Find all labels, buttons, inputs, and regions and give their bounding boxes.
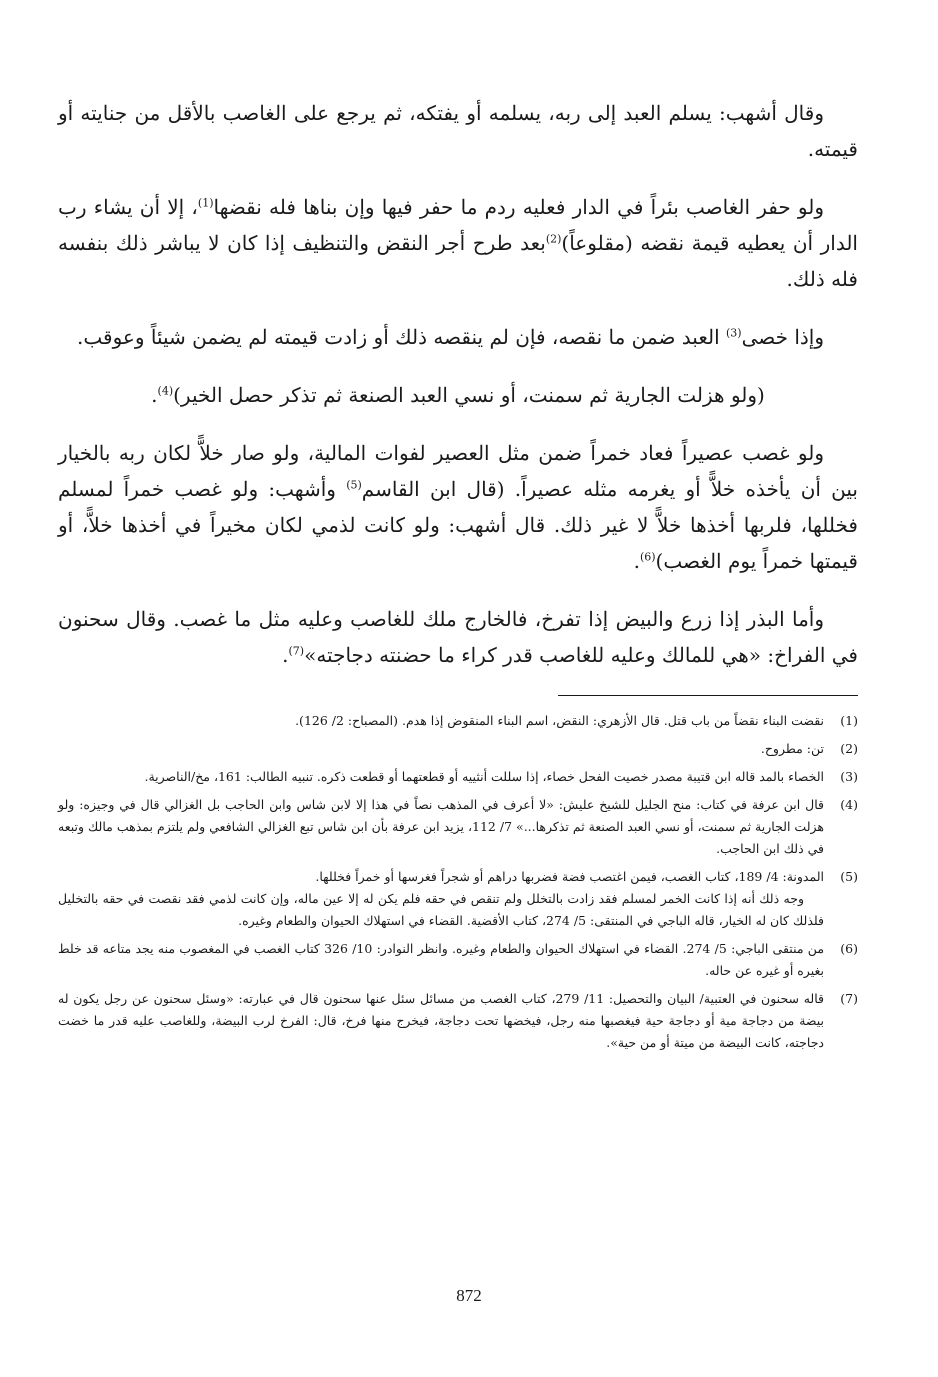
footnote-text <box>58 794 824 860</box>
paragraph-text: ، إلا أن يشاء رب الدار أن يعطيه قيمة نقضه (مقلوعاً) <box>58 195 858 255</box>
footnote-ref: (6) <box>639 550 656 564</box>
footnote-number: (2) <box>840 741 858 756</box>
footnote <box>58 710 858 732</box>
paragraph-text: . <box>633 549 640 573</box>
footnote-number: (1) <box>840 713 858 728</box>
paragraph-text: ولو غصب عصيراً فعاد خمراً ضمن مثل العصير لفوات المالية، ولو صار خلاًّ لكان ربه بالخيار بين أن يأخذه خلاًّ أو يغرمه مثله عصيراً. (قال ابن القاسم <box>58 441 858 501</box>
footnote-number: (7) <box>840 991 858 1006</box>
footnote-paragraph: نقضت البناء نقضاً من باب قتل. قال الأزهري: النقض، اسم البناء المنقوض إذا هدم. (المصباح: 2/ 126). <box>295 713 824 728</box>
footnote-text <box>58 766 824 788</box>
body-paragraph <box>58 189 858 297</box>
footnote-number: (5) <box>840 869 858 884</box>
footnote-text <box>58 866 824 932</box>
footnote-ref: (4) <box>157 384 174 398</box>
footnote-ref: (7) <box>288 644 305 658</box>
footnote-paragraph: المدونة: 4/ 189، كتاب الغصب، فيمن اغتصب فضة فضربها دراهم أو شجراً فغرسها أو خمراً فخللها. <box>315 869 824 884</box>
body-paragraph <box>58 601 858 673</box>
paragraph-text: (ولو هزلت الجارية ثم سمنت، أو نسي العبد الصنعة ثم تذكر حصل الخير) <box>173 383 765 407</box>
footnotes <box>58 710 858 1054</box>
paragraph-text: بعد طرح أجر النقض والتنظيف إذا كان لا يباشر ذلك بنفسه فله ذلك. <box>58 231 858 291</box>
footnote-number: (3) <box>840 769 858 784</box>
paragraph-text: ولو حفر الغاصب بئراً في الدار فعليه ردم ما حفر فيها وإن بناها فله نقضها <box>213 195 825 219</box>
footnote-paragraph: قاله سحنون في العتبية/ البيان والتحصيل: 11/ 279، كتاب الغصب من مسائل سئل عنها سحنون قال في عبارته: «وسئل سحنون عن رجل يكون له بيضة من دجاجة مية أو دجاجة حية فيغصبها منه رجل، فيخضها تحت دجاجة، فيخرج منها فرخ، قال: الفرخ لرب البيضة، وللغاصب عليه قدر ما خضت دجاجته، كانت البيضة من ميتة أو من حية». <box>58 991 825 1050</box>
footnote-text <box>58 988 824 1054</box>
main-text <box>58 95 858 673</box>
footnote-paragraph: تن: مطروح. <box>760 741 824 756</box>
page-number: 872 <box>456 1286 482 1305</box>
footnote <box>58 866 858 932</box>
body-paragraph <box>58 95 858 167</box>
footnote-paragraph: من منتقى الباجي: 5/ 274. القضاء في استهلاك الحيوان والطعام وغيره. وانظر النوادر: 10/ 326 كتاب الغصب في المغصوب منه يجد متاعه قد خلط بغيره أو غيره عن حاله. <box>58 941 825 978</box>
footnote-ref: (1) <box>197 196 214 210</box>
footnote-text <box>58 710 824 732</box>
footnote-ref: (3) <box>725 326 742 340</box>
footnote-ref: (5) <box>346 478 362 492</box>
paragraph-text: العبد ضمن ما نقصه، فإن لم ينقصه ذلك أو زادت قيمته لم يضمن شيئاً وعوقب. <box>77 325 726 349</box>
footnote <box>58 794 858 860</box>
body-paragraph <box>58 377 858 413</box>
footnote <box>58 766 858 788</box>
footnote-number: (6) <box>840 941 858 956</box>
footnote-paragraph: قال ابن عرفة في كتاب: منح الجليل للشيخ عليش: «لا أعرف في المذهب نصاً في هذا إلا لابن شاس وابن الحاجب بل الغزالي قال في وجيزه: ولو هزلت الجارية ثم سمنت، أو نسي العبد الصنعة ثم تذكرها...» 7/ 112، يزيد ابن عرفة بأن ابن شاس تبع الغزالي الشافعي ولم يلتزم بمذهب مالك وتبعه في ذلك ابن الحاجب. <box>58 797 824 856</box>
footnote-text <box>58 738 824 760</box>
body-paragraph <box>58 319 858 355</box>
paragraph-text: وقال أشهب: يسلم العبد إلى ربه، يسلمه أو يفتكه، ثم يرجع على الغاصب بالأقل من جنايته أو قيمته. <box>58 101 858 161</box>
footnote <box>58 938 858 982</box>
footnote-ref: (2) <box>545 232 562 246</box>
footnote <box>58 988 858 1054</box>
paragraph-text: وإذا خصى <box>741 325 824 349</box>
paragraph-text: وأشهب: ولو غصب خمراً لمسلم فخللها، فلربها أخذها خلاًّ لا غير ذلك. قال أشهب: ولو كانت لذمي لكان مخيراً في أخذها خلاًّ، أو قيمتها خمراً يوم الغصب) <box>58 477 858 573</box>
footnote <box>58 738 858 760</box>
footnote-paragraph: وجه ذلك أنه إذا كانت الخمر لمسلم فقد زادت بالتخلل ولم تنقص في حقه فلم يكن له إلا عين ماله، وإن كانت لذمي فقد نقصت في حقه بالتخليل فلذلك كان له الخيار، قاله الباجي في المنتقى: 5/ 274، كتاب الأقضية. القضاء في استهلاك الحيوان والطعام وغيره. <box>58 891 824 928</box>
paragraph-text: وأما البذر إذا زرع والبيض إذا تفرخ، فالخارج ملك للغاصب وعليه مثل ما غصب. وقال سحنون في الفراخ: «هي للمالك وعليه للغاصب قدر كراء ما حضنته دجاجته» <box>58 607 858 667</box>
paragraph-text: . <box>151 383 158 407</box>
paragraph-text: . <box>282 643 289 667</box>
footnote-paragraph: الخصاء بالمد قاله ابن قتيبة مصدر خصيت الفحل خصاء، إذا سللت أنثييه أو قطعتهما أو قطعت ذكره. تنبيه الطالب: 161، مخ/الناصرية. <box>144 769 824 784</box>
footnote-text <box>58 938 824 982</box>
footnote-separator <box>558 695 858 696</box>
body-paragraph <box>58 435 858 579</box>
footnote-number: (4) <box>840 797 858 812</box>
